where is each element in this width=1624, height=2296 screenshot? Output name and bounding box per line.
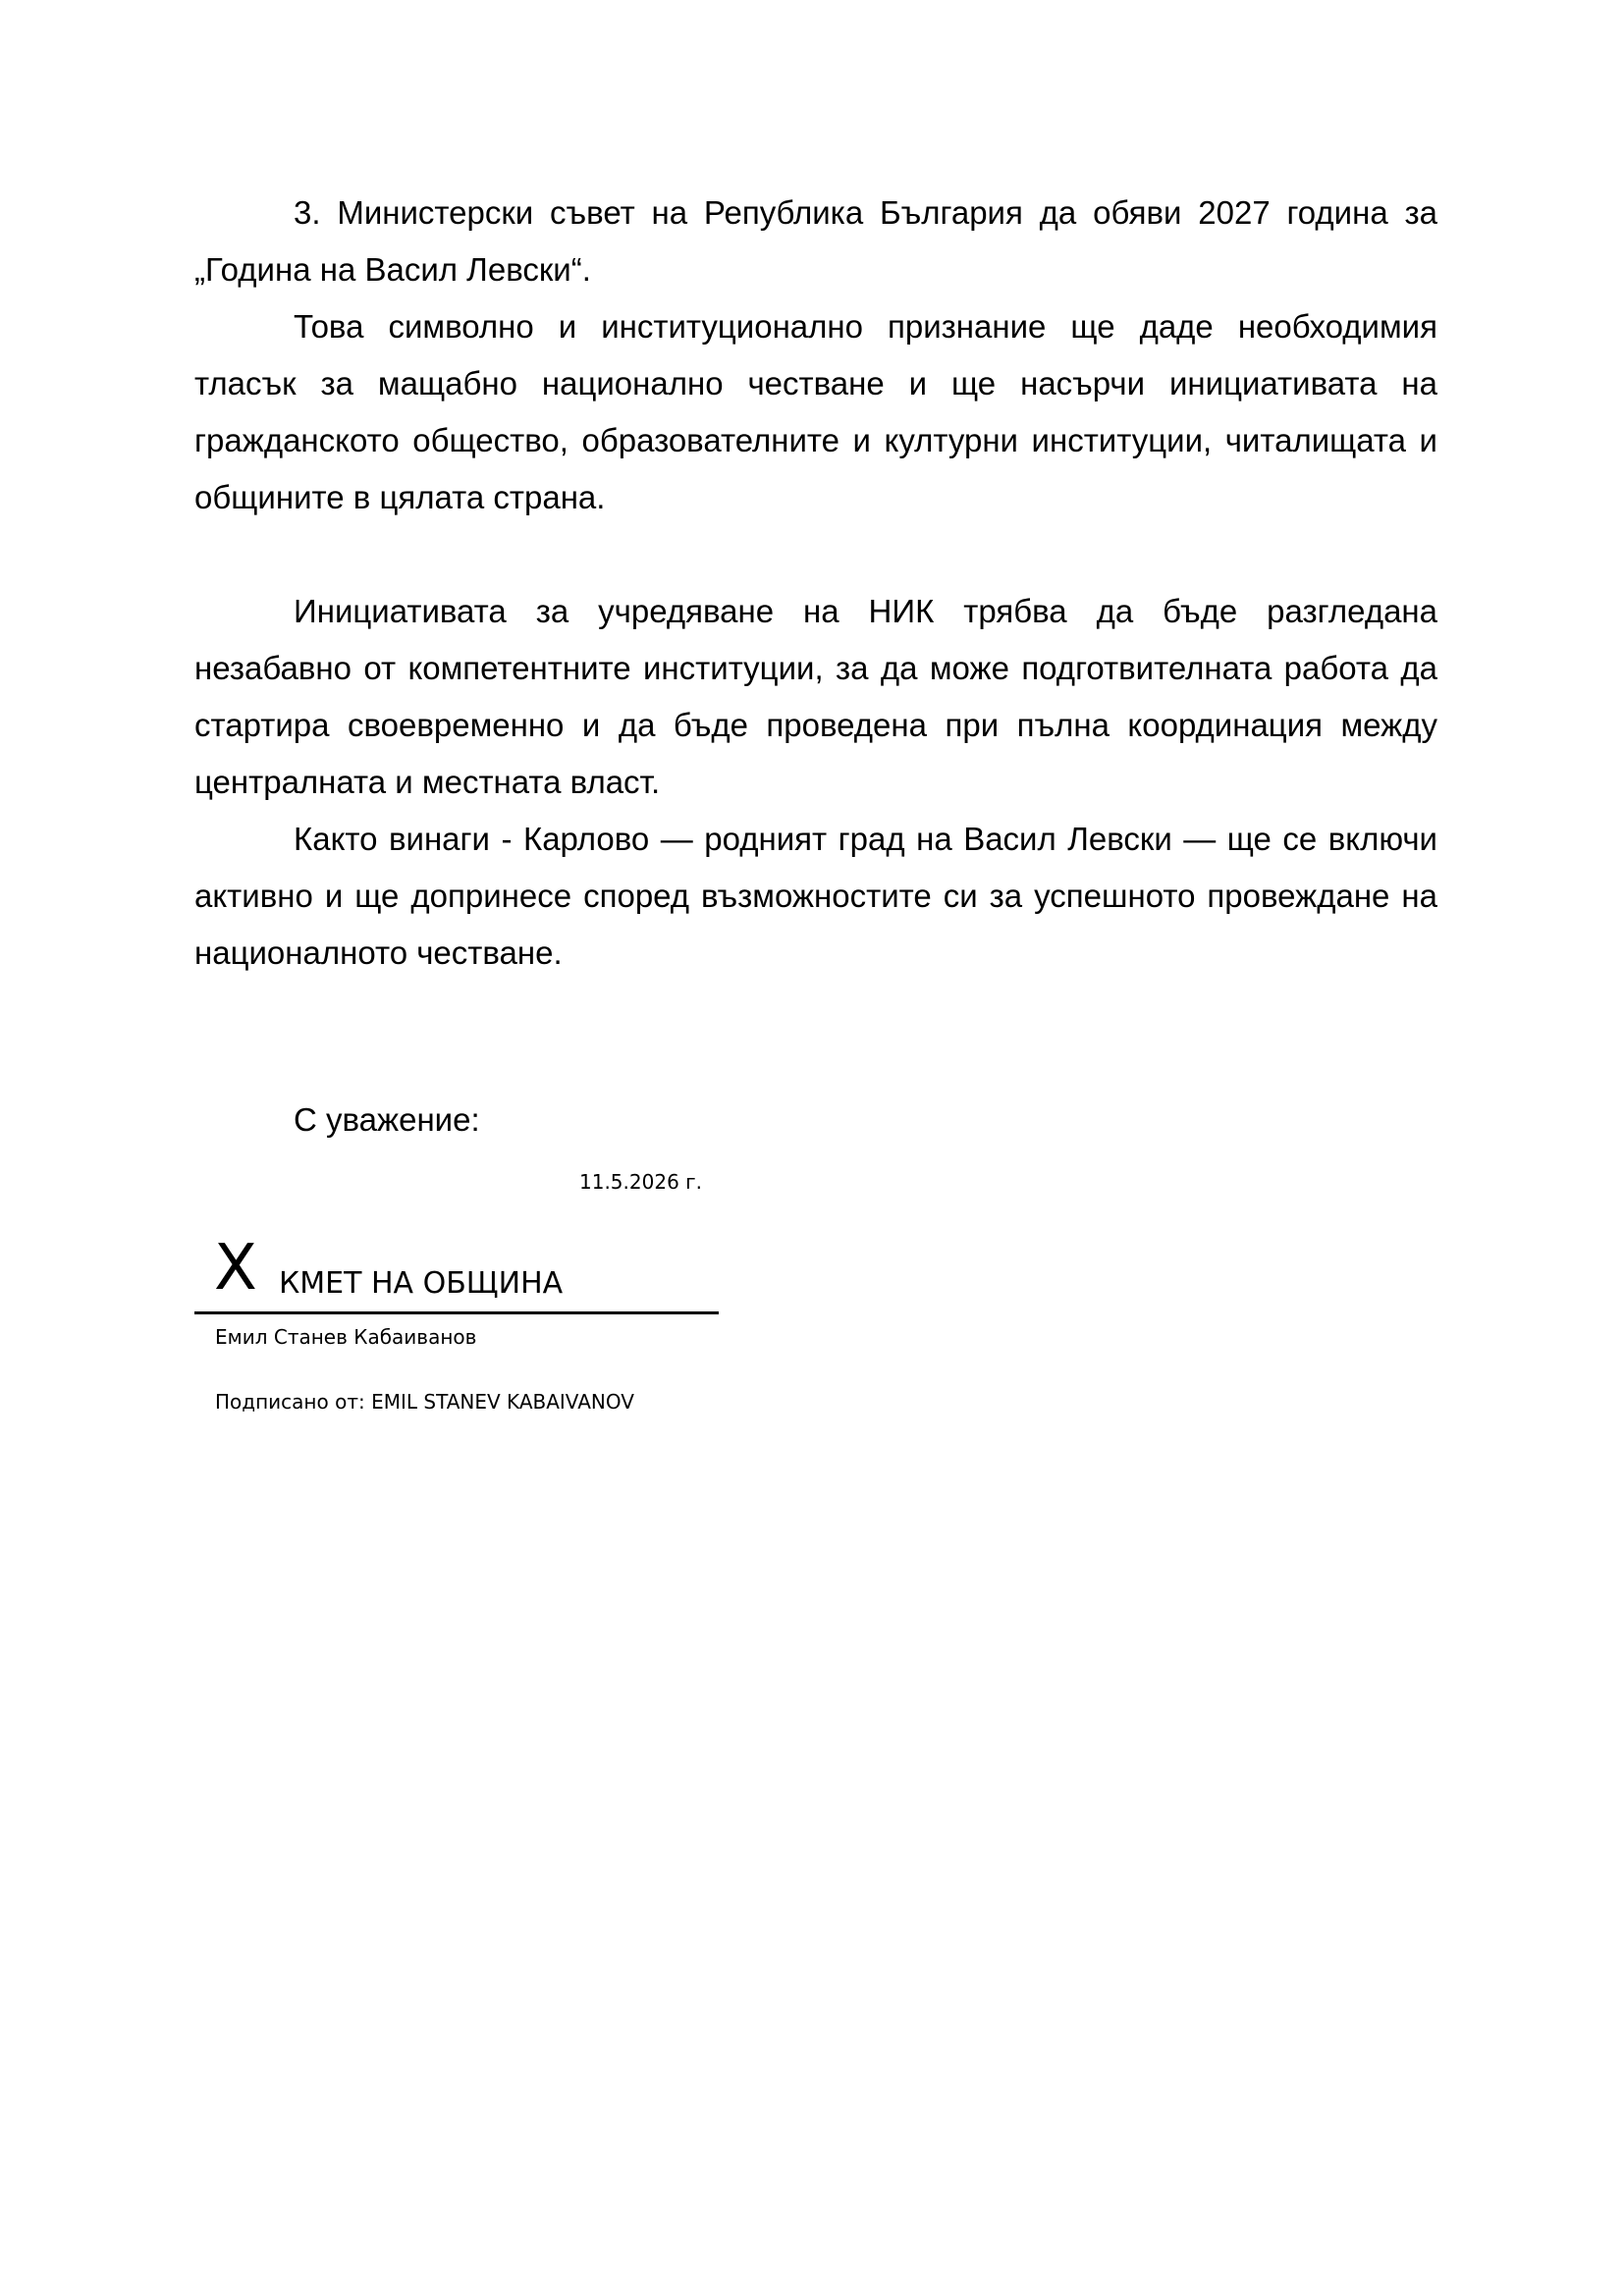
paragraph-karlovo: Както винаги - Карлово — родният град на Васил Левски — ще се включи активно и ще допринесе според възможностите си за успешното провеждане на националното честване. <box>194 821 1437 971</box>
signed-by-label: Подписано от: EMIL STANEV KABAIVANOV <box>215 1390 634 1414</box>
signature-line <box>194 1311 719 1314</box>
signer-title: КМЕТ НА ОБЩИНА <box>279 1266 564 1301</box>
signature-date: 11.5.2026 г. <box>579 1170 703 1194</box>
paragraph-recognition: Това символно и институционално признание ще даде необходимия тласък за мащабно национално честване и ще насърчи инициативата на гражданското общество, образователните и културни институции, читалищата и общините в цялата страна. <box>194 308 1437 515</box>
signer-name: Емил Станев Кабаиванов <box>215 1325 477 1349</box>
paragraph-initiative: Инициативата за учредяване на НИК трябва да бъде разгледана незабавно от компетентните институции, за да може подготвителната работа да стартира своевременно и да бъде проведена при пълна координация между централната и местната власт. <box>194 593 1437 800</box>
closing-salutation: С уважение: <box>294 1101 480 1138</box>
signature-x-mark: X <box>214 1232 257 1305</box>
paragraph-item-3: 3. Министерски съвет на Република България да обяви 2027 година за „Година на Васил Левски“. <box>194 194 1437 288</box>
